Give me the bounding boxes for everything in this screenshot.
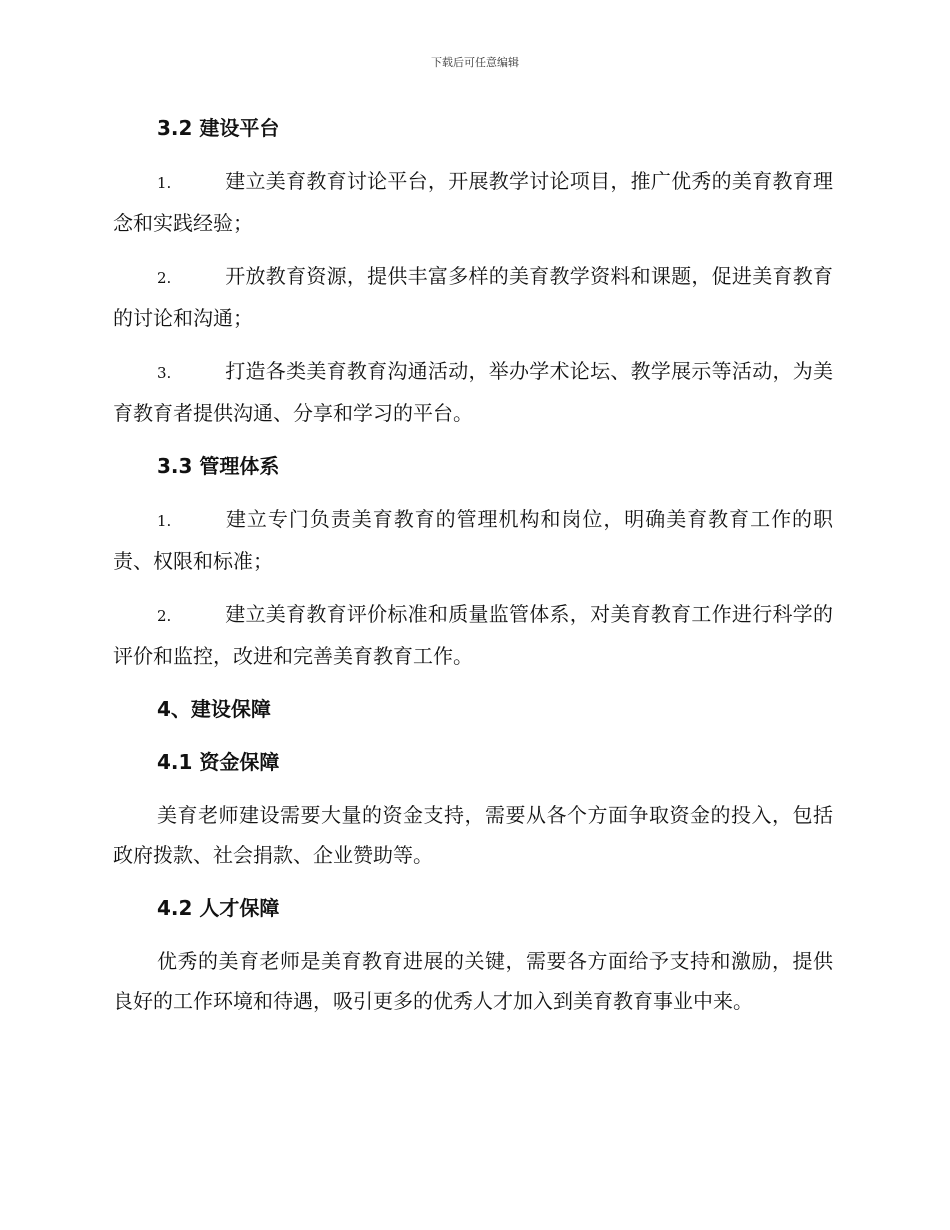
- section-heading-3-2: 3.2 建设平台: [157, 116, 280, 140]
- list-item: [113, 161, 833, 243]
- header-note: 下载后可任意编辑: [431, 56, 519, 69]
- section-heading-4-1: 4.1 资金保障: [157, 750, 280, 774]
- list-item-number: 1.: [157, 512, 172, 530]
- list-item-number: 3.: [157, 364, 172, 382]
- list-item: [113, 594, 833, 676]
- list-item: [113, 499, 833, 581]
- list-item-text: 开放教育资源，提供丰富多样的美育教学资料和课题，促进美育教育的讨论和沟通；: [113, 264, 833, 330]
- section-heading-4: 4、建设保障: [157, 697, 271, 721]
- paragraph-talent: 优秀的美育老师是美育教育进展的关键，需要各方面给予支持和激励，提供良好的工作环境和待遇，吸引更多的优秀人才加入到美育教育事业中来。: [113, 949, 833, 1013]
- list-item: [113, 256, 833, 338]
- list-item-text: 建立美育教育评价标准和质量监管体系，对美育教育工作进行科学的评价和监控，改进和完善美育教育工作。: [113, 602, 833, 668]
- list-item-text: 打造各类美育教育沟通活动，举办学术论坛、教学展示等活动，为美育教育者提供沟通、分享和学习的平台。: [113, 359, 833, 425]
- list-item-number: 2.: [157, 607, 172, 625]
- list-item-number: 1.: [157, 174, 172, 192]
- document-body: [113, 108, 833, 1034]
- section-heading-3-3: 3.3 管理体系: [157, 454, 280, 478]
- list-item-number: 2.: [157, 269, 172, 287]
- paragraph-funding: 美育老师建设需要大量的资金支持，需要从各个方面争取资金的投入，包括政府拨款、社会捐款、企业赞助等。: [113, 803, 833, 867]
- list-item-text: 建立美育教育讨论平台，开展教学讨论项目，推广优秀的美育教育理念和实践经验；: [113, 169, 833, 235]
- list-item: [113, 351, 833, 433]
- list-item-text: 建立专门负责美育教育的管理机构和岗位，明确美育教育工作的职责、权限和标准；: [113, 507, 833, 573]
- section-heading-4-2: 4.2 人才保障: [157, 896, 280, 920]
